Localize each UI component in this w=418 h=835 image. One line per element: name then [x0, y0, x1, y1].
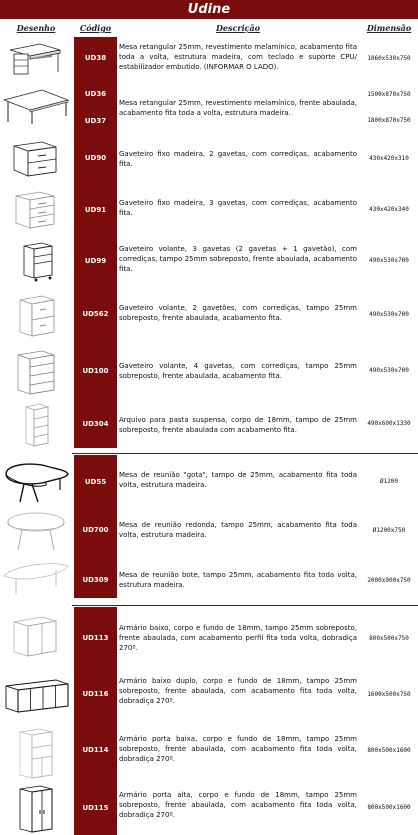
header-code: Código [79, 23, 112, 33]
column-headers [0, 21, 418, 36]
product-code: UD113 [82, 634, 109, 642]
product-dimension: 1600x500x750 [367, 691, 411, 698]
boat-meeting-table-icon [2, 558, 70, 602]
tall-cabinet-icon [2, 784, 70, 834]
product-code: UD309 [82, 576, 109, 584]
product-row [0, 508, 418, 554]
product-code: UD304 [82, 420, 109, 428]
header-drawing: Desenho [16, 23, 56, 33]
two-file-drawer-pedestal-icon [2, 292, 70, 342]
product-dimension: 800x500x1600 [367, 747, 411, 754]
low-cabinet-icon [2, 612, 70, 662]
product-description: Gaveteiro volante, 4 gavetas, com corrediças, tampo 25mm sobreposto, frente abaulada, acabamento fita. [119, 362, 357, 380]
group-divider [72, 605, 418, 606]
product-dimension: 1060x530x750 [367, 55, 411, 62]
double-low-cabinet-icon [2, 676, 70, 716]
product-code: UD37 [84, 117, 107, 125]
product-code: UD562 [82, 310, 109, 318]
product-row [0, 346, 418, 398]
drop-meeting-table-icon [2, 458, 70, 506]
product-row [0, 186, 418, 234]
desk-with-keyboard-icon [2, 40, 70, 76]
product-dimension: 800x500x1600 [367, 804, 411, 811]
catalog-title: Udine [0, 0, 418, 19]
product-code: UD700 [82, 526, 109, 534]
round-meeting-table-icon [2, 508, 70, 554]
product-row [0, 782, 418, 834]
product-description: Armário baixo, corpo e fundo de 18mm, tampo 25mm sobreposto, frente abaulada, com acabamento perfil fita toda volta, dobradiça 270º. [119, 624, 357, 652]
product-row [0, 136, 418, 182]
product-row [0, 668, 418, 722]
product-row [0, 456, 418, 508]
product-row [0, 38, 418, 78]
product-dimension: 1500x870x750 [367, 91, 411, 98]
product-code: UD55 [84, 478, 107, 486]
product-description: Arquivo para pasta suspensa, corpo de 18mm, tampo de 25mm sobreposto, frente abaulada com acabamento fita. [119, 416, 357, 434]
product-dimension: 490x530x700 [369, 257, 409, 264]
product-description: Mesa de reunião bote, tampo 25mm, acabamento fita toda volta, estrutura madeira. [119, 571, 357, 589]
product-code: UD114 [82, 746, 109, 754]
mobile-pedestal-icon [2, 240, 70, 284]
product-row [0, 238, 418, 286]
group-divider [72, 453, 418, 454]
product-dimension: 1800x870x750 [367, 117, 411, 124]
filing-cabinet-icon [2, 402, 70, 448]
product-dimension: Ø1200x750 [372, 527, 406, 534]
product-description: Mesa retangular 25mm, revestimento melamínico, frente abaulada, acabamento fita toda a volta, estrutura madeira. [119, 99, 357, 117]
half-door-cabinet-icon [2, 726, 70, 780]
product-code: UD36 [84, 90, 107, 98]
product-code: UD38 [84, 54, 107, 62]
product-description: Gaveteiro fixo madeira, 2 gavetas, com corrediças, acabamento fita. [119, 150, 357, 168]
product-code: UD91 [84, 206, 107, 214]
four-drawer-pedestal-icon [2, 348, 70, 398]
product-dimension: 800x500x750 [369, 635, 409, 642]
product-dimension: 2000x900x750 [367, 577, 411, 584]
product-row [0, 608, 418, 666]
product-row [0, 82, 418, 132]
product-code: UD100 [82, 367, 109, 375]
product-row [0, 400, 418, 448]
product-row [0, 290, 418, 344]
product-code: UD115 [82, 804, 109, 812]
product-description: Gaveteiro volante, 2 gavetões, com corrediças, tampo 25mm sobreposto, frente abaulada, acabamento fita. [119, 304, 357, 322]
two-drawer-unit-icon [2, 138, 70, 180]
product-dimension: 490x530x700 [369, 311, 409, 318]
product-description: Armário baixo duplo, corpo e fundo de 18mm, tampo 25mm sobreposto, frente abaulada, com acabamento fita toda volta, dobradiça 270º. [119, 677, 357, 705]
product-dimension: 490x530x700 [369, 367, 409, 374]
product-dimension: 490x600x1330 [367, 420, 411, 427]
product-dimension: Ø1200 [379, 478, 399, 485]
rectangular-desk-icon [2, 86, 70, 126]
product-description: Gaveteiro fixo madeira, 3 gavetas, com corrediças, acabamento fita. [119, 199, 357, 217]
product-dimension: 430x420x310 [369, 155, 409, 162]
product-description: Mesa de reunião "gota", tampo de 25mm, acabamento fita toda volta, estrutura madeira. [119, 471, 357, 489]
product-description: Mesa retangular 25mm, revestimento melamínico, acabamento fita toda a volta, estrutura madeira, com teclado e suporte CPU/ estabilizador embutido. (INFORMAR O LADO). [119, 43, 357, 71]
product-row [0, 724, 418, 780]
product-description: Armário porta alta, corpo e fundo de 18mm, tampo 25mm sobreposto, frente abaulada, com acabamento fita toda volta, dobradiça 270º. [119, 791, 357, 819]
product-row [0, 556, 418, 602]
header-description: Descrição [215, 23, 261, 33]
product-code: UD90 [84, 154, 107, 162]
product-description: Gaveteiro volante, 3 gavetas (2 gavetas + 1 gavetão), com corrediças, tampo 25mm sobreposto, frente abaulada, acabamento fita. [119, 245, 357, 273]
product-description: Armário porta baixa, corpo e fundo de 18mm, tampo 25mm sobreposto, frente abaulada, com acabamento fita toda volta, dobradiça 270º. [119, 735, 357, 763]
product-code: UD99 [84, 257, 107, 265]
product-dimension: 430x420x340 [369, 206, 409, 213]
header-dimension: Dimensão [366, 23, 412, 33]
three-drawer-unit-icon [2, 188, 70, 232]
product-description: Mesa de reunião redonda, tampo 25mm, acabamento fita toda volta, estrutura madeira. [119, 521, 357, 539]
product-code: UD116 [82, 690, 109, 698]
